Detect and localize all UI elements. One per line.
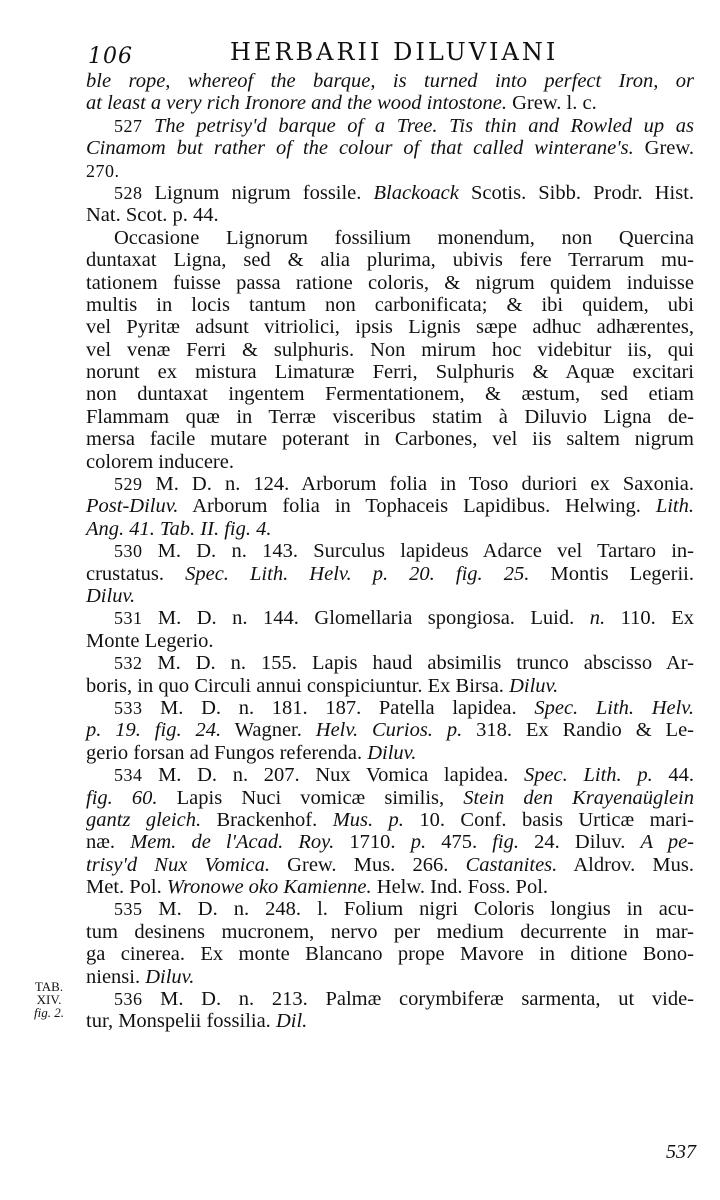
- text-segment: p. 19. fig. 24.: [86, 719, 222, 742]
- text-segment: multis in locis tantum non carbonificata; & ibi quidem, ubi: [86, 293, 694, 316]
- entry-number: 535: [114, 899, 159, 920]
- text-line: [86, 540, 694, 562]
- text-line: [86, 943, 694, 965]
- text-segment: Grew. l. c.: [506, 92, 597, 115]
- text-segment: gerio forsan ad Fungos referenda.: [86, 741, 368, 764]
- text-segment: non duntaxat ingentem Fermentationem, & æstum, sed etiam: [86, 383, 694, 406]
- text-segment: Dil.: [275, 1010, 308, 1033]
- text-segment: Spec. Lith. Helv. p. 20. fig. 25.: [185, 562, 530, 585]
- entry-number: 531: [114, 608, 158, 629]
- text-segment: crustatus.: [86, 562, 186, 585]
- text-segment: Flammam quæ in Terræ visceribus statim à Diluvio Ligna de-: [86, 405, 694, 428]
- catchword: 537: [666, 1141, 696, 1163]
- entry-number: 270.: [86, 160, 120, 181]
- text-line: [86, 70, 694, 92]
- text-segment: Occasione Lignorum fossilium monendum, non Quercina: [114, 226, 694, 249]
- text-segment: Diluv.: [509, 674, 559, 697]
- text-segment: tur, Monspelii fossilia.: [86, 1010, 276, 1033]
- text-segment: Montis Legerii.: [529, 562, 694, 585]
- text-segment: M. D. n. 144. Glomellaria spongiosa. Luid.: [157, 607, 590, 630]
- text-segment: vel Pyritæ adsunt vitriolici, ipsis Lignis sæpe adhuc adhærentes,: [86, 316, 694, 339]
- text-segment: A pe-: [640, 831, 695, 854]
- text-line: [86, 787, 694, 809]
- text-segment: p.: [410, 831, 427, 854]
- running-head: HERBARII DILUVIANI: [230, 38, 559, 66]
- text-segment: Cinamom but rather of the colour of that called winterane's.: [86, 137, 634, 160]
- text-segment: M. D. n. 207. Nux Vomica lapidea.: [158, 764, 524, 787]
- text-segment: Aldrov. Mus.: [557, 853, 694, 876]
- text-line: [86, 719, 694, 741]
- text-line: [86, 272, 694, 294]
- text-segment: Arborum folia in Tophaceis Lapidibus. Helwing.: [178, 495, 656, 518]
- text-line: [86, 921, 694, 943]
- text-segment: n.: [589, 607, 606, 630]
- text-segment: vel venæ Ferri & sulphuris. Non mirum hoc videbitur iis, qui: [86, 338, 694, 361]
- text-segment: ga cinerea. Ex monte Blancano prope Mavore in ditione Bono-: [86, 943, 694, 966]
- text-segment: 475.: [426, 831, 493, 854]
- text-segment: Diluv.: [145, 965, 195, 988]
- margin-note-line: fig. 2.: [34, 1005, 64, 1020]
- text-segment: trisy'd Nux Vomica.: [86, 853, 270, 876]
- text-segment: boris, in quo Circuli annui conspiciuntur. Ex Birsa.: [86, 674, 510, 697]
- text-segment: niensi.: [86, 965, 146, 988]
- text-line: [86, 988, 694, 1010]
- text-segment: 1710.: [334, 831, 411, 854]
- text-segment: gantz gleich.: [86, 808, 202, 831]
- text-line: [86, 316, 694, 338]
- text-segment: 110. Ex: [605, 607, 695, 630]
- text-segment: Monte Legerio.: [86, 629, 214, 652]
- text-line: [86, 361, 694, 383]
- text-segment: Lapis Nuci vomicæ similis,: [157, 786, 464, 809]
- text-line: [86, 876, 694, 898]
- text-line: [86, 518, 694, 540]
- text-line: [86, 473, 694, 495]
- text-segment: ble rope, whereof the barque, is turned into perfect Iron, or: [86, 70, 694, 92]
- text-segment: Wagner.: [221, 719, 316, 742]
- entry-number: 533: [114, 697, 161, 718]
- text-line: [86, 831, 694, 853]
- text-segment: M. D. n. 124. Arborum folia in Toso duriori ex Saxonia.: [155, 473, 695, 496]
- text-segment: fig.: [492, 831, 519, 854]
- text-segment: Spec. Lith. p.: [523, 764, 653, 787]
- text-segment: Castanites.: [465, 853, 558, 876]
- text-segment: Ang. 41. Tab. II. fig. 4.: [86, 517, 272, 540]
- entry-number: 528: [114, 182, 155, 203]
- text-line: [86, 898, 694, 920]
- page-header: [80, 34, 680, 74]
- text-line: [86, 675, 694, 697]
- text-segment: at least a very rich Ironore and the wood intostone.: [86, 92, 507, 115]
- text-segment: Met. Pol.: [86, 876, 167, 899]
- entry-number: 532: [114, 653, 158, 674]
- text-line: [86, 630, 694, 652]
- text-segment: M. D. n. 181. 187. Patella lapidea.: [160, 696, 535, 719]
- text-segment: 318. Ex Randio & Le-: [462, 719, 694, 742]
- entry-number: 529: [114, 474, 156, 495]
- text-segment: Helw. Ind. Foss. Pol.: [371, 876, 549, 899]
- text-line: [86, 406, 694, 428]
- entry-number: 527: [114, 115, 154, 136]
- text-segment: Post-Diluv.: [86, 495, 179, 518]
- text-segment: mersa facile mutare poterant in Carbones, vel iis saltem nigrum: [86, 428, 694, 451]
- text-segment: tationem fuisse passa ratione coloris, & nigrum quidem induisse: [86, 271, 694, 294]
- entry-number: 534: [114, 765, 159, 786]
- text-line: [86, 495, 694, 517]
- text-line: [86, 339, 694, 361]
- text-line: [86, 160, 694, 182]
- text-segment: Blackoack: [373, 181, 459, 204]
- text-line: [86, 854, 694, 876]
- margin-note: [24, 980, 74, 1019]
- text-segment: colorem inducere.: [86, 450, 234, 473]
- text-line: [86, 204, 694, 226]
- text-segment: Diluv.: [86, 584, 136, 607]
- text-segment: 10. Conf. basis Urticæ mari-: [403, 808, 694, 831]
- text-segment: 44.: [652, 764, 695, 787]
- text-segment: M. D. n. 213. Palmæ corymbiferæ sarmenta, ut vide-: [160, 988, 695, 1011]
- text-line: [86, 764, 694, 786]
- text-segment: Diluv.: [367, 741, 417, 764]
- text-line: [86, 294, 694, 316]
- text-segment: duntaxat Ligna, sed & alia plurima, ubivis fere Terrarum mu-: [86, 249, 694, 272]
- text-line: [86, 585, 694, 607]
- text-segment: norunt ex mistura Limaturæ Ferri, Sulphuris & Aquæ excitari: [86, 361, 694, 384]
- entry-number: 536: [114, 989, 161, 1010]
- text-line: [86, 383, 694, 405]
- text-line: [86, 652, 694, 674]
- text-segment: Nat. Scot. p. 44.: [86, 204, 219, 227]
- text-segment: Wronowe oko Kamienne.: [166, 876, 372, 899]
- text-segment: Grew.: [633, 137, 695, 160]
- text-line: [86, 115, 694, 137]
- text-segment: Stein den Krayenaüglein: [463, 786, 694, 809]
- text-segment: næ.: [86, 831, 131, 854]
- text-line: [86, 742, 694, 764]
- text-segment: M. D. n. 248. l. Folium nigri Coloris longius in acu-: [158, 898, 694, 921]
- text-segment: Lith.: [655, 495, 694, 518]
- text-line: [86, 1010, 694, 1032]
- text-segment: The petrisy'd barque of a Tree. Tis thin and Rowled up as: [153, 114, 694, 137]
- text-line: [86, 451, 694, 473]
- text-line: [86, 809, 694, 831]
- text-segment: Scotis. Sibb. Prodr. Hist.: [458, 181, 695, 204]
- text-line: [86, 92, 694, 114]
- text-line: [86, 607, 694, 629]
- text-segment: M. D. n. 143. Surculus lapideus Adarce vel Tartaro in-: [157, 540, 694, 563]
- entry-number: 530: [114, 541, 158, 562]
- text-segment: Spec. Lith. Helv.: [534, 696, 694, 719]
- text-line: [86, 697, 694, 719]
- text-line: [86, 182, 694, 204]
- text-segment: Helv. Curios. p.: [315, 719, 463, 742]
- text-line: [86, 966, 694, 988]
- margin-note-line: XIV.: [36, 992, 62, 1007]
- body-text: [86, 70, 694, 1033]
- text-line: [86, 249, 694, 271]
- text-segment: fig. 60.: [86, 786, 158, 809]
- text-segment: 24. Diluv.: [519, 831, 641, 854]
- text-segment: Lignum nigrum fossile.: [154, 181, 374, 204]
- margin-note-line: TAB.: [34, 979, 64, 994]
- text-line: [86, 227, 694, 249]
- text-line: [86, 137, 694, 159]
- text-segment: Mus. p.: [332, 808, 404, 831]
- text-line: [86, 563, 694, 585]
- page-number: 106: [88, 44, 133, 69]
- text-segment: Brackenhof.: [201, 808, 333, 831]
- text-segment: Grew. Mus. 266.: [269, 853, 466, 876]
- text-segment: Mem. de l'Acad. Roy.: [130, 831, 335, 854]
- text-segment: tum desinens mucronem, nervo per medium decurrente in mar-: [86, 920, 694, 943]
- text-line: [86, 428, 694, 450]
- text-segment: M. D. n. 155. Lapis haud absimilis trunco abscisso Ar-: [157, 652, 695, 675]
